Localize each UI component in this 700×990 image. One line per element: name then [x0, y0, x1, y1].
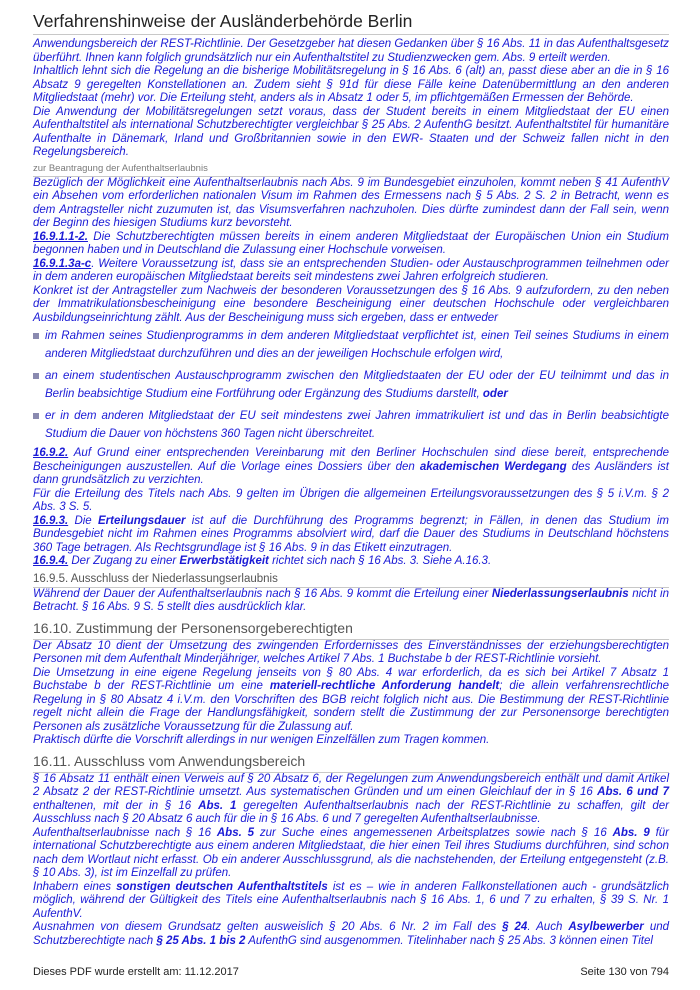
section-reference: 16.9.2. — [33, 447, 69, 459]
section-reference: 16.9.1.3a-c — [33, 257, 92, 270]
paragraph: 16.9.3. Die Erteilungsdauer ist auf die Durchführung des Programms begrenzt; in Fällen, in denen das Studium im Bundesgebiet nicht im Rahmen eines Programms absolviert wird, darf die Dauer des Studiums in Deutschland höchstens 360 Tage betragen. Als Rechtsgrundlage ist § 16 Abs. 9 in das Etikett einzutragen. — [33, 514, 669, 554]
section-reference: 16.9.4. — [33, 555, 69, 567]
paragraph: 16.9.1.1-2. Die Schutzberechtigten müssen bereits in einem anderen Mitgliedstaat der Europäischen Union ein Studium begonnen haben und in Deutschland die Zulassung einer Hochschule vorweisen. — [33, 230, 669, 256]
paragraph: Der Absatz 10 dient der Umsetzung des zwingenden Erfordernisses des Einverständnisses der erziehungsberechtigten Personen mit dem Aufenthalt Minderjähriger, welches Artikel 7 Abs. 1 Buchstabe b der REST-Richtlinie vorsieht. — [33, 639, 669, 665]
paragraph: Während der Dauer der Aufenthaltserlaubnis nach § 16 Abs. 9 kommt die Erteilung einer Niederlassungserlaubnis nicht in Betracht. § 16 Abs. 9 S. 5 stellt dies ausdrücklich klar. — [33, 587, 669, 613]
list-item: an einem studentischen Austauschprogramm zwischen den Mitgliedstaaten der EU oder der EU teilnimmt und das in Berlin beabsichtige Studium eine Fortführung oder Ergänzung des Studiums darstellt, oder — [33, 367, 669, 403]
square-bullet-icon — [33, 333, 39, 339]
list-item: er in dem anderen Mitgliedstaat der EU seit mindestens zwei Jahren immatrikuliert ist und das in Berlin beabsichtigte Studium die Dauer von höchstens 360 Tagen nicht überschreitet. — [33, 407, 669, 443]
paragraph: Anwendungsbereich der REST-Richtlinie. Der Gesetzgeber hat diesen Gedanken über § 16 Abs. 11 in das Aufenthaltsgesetz überführt. Ihnen kann folglich grundsätzlich nur ein Aufenthaltstitel zu Studienzwecken gem. Abs. 9 erteilt werden. — [33, 38, 669, 64]
square-bullet-icon — [33, 413, 39, 419]
document-title: Verfahrenshinweise der Ausländerbehörde Berlin — [33, 10, 669, 35]
section-reference: 16.9.1.1-2. — [33, 230, 88, 243]
paragraph: 16.9.4. Der Zugang zu einer Erwerbstätigkeit richtet sich nach § 16 Abs. 3. Siehe A.16.3. — [33, 555, 492, 567]
paragraph: Konkret ist der Antragsteller zum Nachweis der besonderen Voraussetzungen des § 16 Abs. 9 aufzufordern, zu den neben der Immatrikulationsbescheinigung eine besondere Bescheinigung einer deutschen Hochschule oder vergleichbaren Ausbildungseinrichtung zählt. Aus der Bescheinigung muss sich ergeben, dass er entweder — [33, 284, 669, 324]
page-number: Seite 130 von 794 — [580, 966, 669, 978]
section-heading-16-11: 16.11. Ausschluss vom Anwendungsbereich — [33, 753, 669, 773]
paragraph: Praktisch dürfte die Vorschrift allerdings in nur wenigen Einzelfällen zum Tragen kommen. — [33, 734, 490, 746]
section-heading-16-10: 16.10. Zustimmung der Personensorgeberechtigten — [33, 620, 669, 640]
paragraph: Die Umsetzung in eine eigene Regelung jenseits von § 80 Abs. 4 war erforderlich, da es sich bei Artikel 7 Absatz 1 Buchstabe b der REST-Richtlinie um eine materiell-rechtliche Anforderung handelt; die allein verfahrensrechtliche Regelung in § 80 Absatz 4 i.V.m. den Vorschriften des BGB reicht folglich nicht aus. Die Bestimmung der REST-Richtlinie regelt nicht allein die Frage der Handlungsfähigkeit, sondern stellt die Zustimmung der zur Personensorge berechtigten Personen als zusätzliche Voraussetzung für die Zulassung auf. — [33, 666, 670, 733]
paragraph: 16.9.1.3a-c. Weitere Voraussetzung ist, dass sie an entsprechenden Studien- oder Austauschprogrammen teilnehmen oder in dem anderen europäischen Mitgliedstaat bereits seit mindestens zwei Jahren erfolgreich studieren. — [33, 257, 669, 283]
document-page — [33, 10, 669, 948]
square-bullet-icon — [33, 373, 39, 379]
paragraph: Aufenthaltserlaubnisse nach § 16 Abs. 5 zur Suche eines angemessenen Arbeitsplatzes sowie nach § 16 Abs. 9 für international Schutzberechtigte aus einem anderen Mitgliedstaat, die hier einen Teil ihres Studiums durchführen, sind schon nach dem Wortlaut nicht erfasst. Ob ein anderer Ausschlussgrund, als die nachstehenden, der Erteilung entgegensteht (z.B. § 10 Abs. 3), ist im Einzelfall zu prüfen. — [33, 826, 670, 879]
paragraph: Für die Erteilung des Titels nach Abs. 9 gelten im Übrigen die allgemeinen Erteilungsvoraussetzungen des § 5 i.V.m. § 2 Abs. 3 S. 5. — [33, 487, 669, 513]
paragraph: § 16 Absatz 11 enthält einen Verweis auf § 20 Absatz 6, der Regelungen zum Anwendungsbereich enthält und damit Artikel 2 Absatz 2 der REST-Richtlinie umsetzt. Aus systematischen Gründen und um einen Gleichlauf der in § 16 Abs. 6 und 7 enthaltenen, mit der in § 16 Abs. 1 geregelten Aufenthaltserlaubnis nach der REST-Richtlinie zu schaffen, gilt der Ausschluss nach § 20 Absatz 6 auch für die in § 16 Abs. 6 und 7 geregelten Aufenthaltserlaubnisse. — [33, 772, 669, 825]
paragraph: Inhabern eines sonstigen deutschen Aufenthaltstitels ist es – wie in anderen Fallkonstellationen auch - grundsätzlich möglich, während der Gültigkeit des Titels eine Aufenthaltserlaubnis nach § 16 Abs. 1, 6 und 7 zu erhalten, § 39 S. Nr. 1 AufenthV. — [33, 880, 669, 920]
paragraph: Bezüglich der Möglichkeit eine Aufenthaltserlaubnis nach Abs. 9 im Bundesgebiet einzuholen, kommt neben § 41 AufenthV ein Absehen vom erforderlichen nationalen Visum im Rahmen des Ermessens nach § 5 Abs. 2 S. 2 in Betracht, wenn es dem Antragsteller nicht zuzumuten ist, das Visumsverfahren nachzuholen. Dies dürfte zumindest dann der Fall sein, wenn der Beginn des hiesigen Studiums kurz bevorsteht. — [33, 176, 669, 229]
section-heading-beantragung: zur Beantragung der Aufenthaltserlaubnis — [33, 163, 669, 177]
bullet-list — [33, 327, 669, 443]
paragraph: Ausnahmen von diesem Grundsatz gelten ausweislich § 20 Abs. 6 Nr. 2 im Fall des § 24. Auch Asylbewerber und Schutzberechtigte nach § 25 Abs. 1 bis 2 AufenthG sind ausgenommen. Titelinhaber nach § 25 Abs. 3 können einen Titel — [33, 921, 670, 947]
section-heading-16-9-5: 16.9.5. Ausschluss der Niederlassungserlaubnis — [33, 572, 669, 588]
list-item: im Rahmen seines Studienprogramms in dem anderen Mitgliedstaat verpflichtet ist, einen Teil seines Studiums in einem anderen Mitgliedstaat durchzuführen und dies an der jeweiligen Hochschule erfolgen wird, — [33, 327, 669, 363]
paragraph: 16.9.2. Auf Grund einer entsprechenden Vereinbarung mit den Berliner Hochschulen sind diese bereit, entsprechende Bescheinigungen auszustellen. Auf die Vorlage eines Dossiers über den akademischen Werdegang des Ausländers ist dann grundsätzlich zu verzichten. — [33, 447, 670, 486]
section-reference: 16.9.3. — [33, 514, 69, 527]
paragraph: Inhaltlich lehnt sich die Regelung an die bisherige Mobilitätsregelung in § 16 Abs. 6 (alt) an, passt diese aber an die in § 16 Absatz 9 geregelten Konstellationen an. Zudem sieht § 91d für diese Fälle keine Datenübermittlung an den anderen Mitgliedstaat (mehr) vor. Die Erteilung steht, anders als in Absatz 1 oder 5, im pflichtgemäßen Ermessen der Behörde. — [33, 65, 669, 104]
creation-date: Dieses PDF wurde erstellt am: 11.12.2017 — [33, 966, 239, 978]
page-footer — [33, 966, 669, 978]
paragraph: Die Anwendung der Mobilitätsregelungen setzt voraus, dass der Student bereits in einem Mitgliedstaat der EU einen Aufenthaltstitel als international Schutzberechtigter vergleichbar § 25 Abs. 2 AufenthG besitzt. Aufenthaltstitel für humanitäre Aufenthalte in Dänemark, Irland und Großbritannien sowie in den EWR- Staaten und der Schweiz fallen nicht in den Regelungsbereich. — [33, 105, 669, 158]
